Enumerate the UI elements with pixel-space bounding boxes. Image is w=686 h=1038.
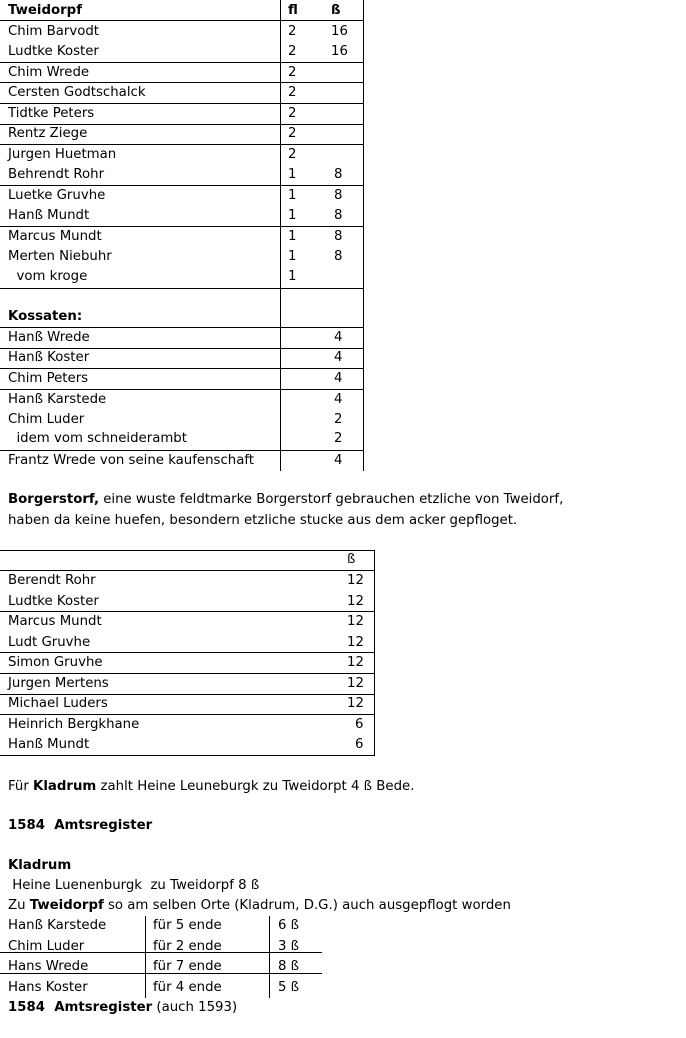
borgerstorf-paragraph-line1 [8,490,563,510]
kossaten-heading: Kossaten: [8,309,83,324]
table-header-fl: fl [288,3,298,18]
tweidorpf-table [0,0,364,471]
table-row-name: Marcus Mundt [8,229,102,244]
table-row-fl: 1 [288,269,297,284]
table-row-s: 16 [331,44,348,59]
tweidorpf-line [8,896,511,916]
table-row-s: 12 [347,635,364,650]
ende-table [0,916,322,998]
kladrum-pre: Für [8,779,34,794]
table-row-s: 6 [355,717,364,732]
table-row-name: Ludtke Koster [8,44,99,59]
table-row-s: 2 [334,412,343,427]
table-row-s: 4 [334,453,343,468]
table-row-name: vom kroge [8,269,88,284]
table-row-name: Cersten Godtschalck [8,85,146,100]
kladrum-text: zahlt Heine Leuneburgk zu Tweidorpt 4 ß Bede. [96,779,415,794]
table-row-s: 12 [347,573,364,588]
table-row-name: Chim Peters [8,371,89,386]
table-row-name: Hanß Wrede [8,330,90,345]
amtsregister-footer [8,998,237,1018]
zu-pre: Zu [8,898,30,913]
table-row-s: 6 ß [278,918,300,933]
table-row-name: Ludt Gruvhe [8,635,91,650]
table-row-name: Chim Barvodt [8,24,99,39]
table-row-s: 4 [334,371,343,386]
table-row-name: Luetke Gruvhe [8,188,106,203]
table-row-name: Chim Wrede [8,65,90,80]
table-row-fl: 1 [288,229,297,244]
amtsregister-note: (auch 1593) [152,1000,238,1015]
table-row-name: Jurgen Huetman [8,147,117,162]
table-header-s: ß [347,552,356,567]
table-header-s: ß [331,3,341,18]
table-row-name: Michael Luders [8,696,108,711]
table-row-ende: für 4 ende [153,980,222,995]
amtsregister-label: 1584 Amtsregister [8,1000,153,1015]
table-row-fl: 1 [288,208,297,223]
table-row-name: Chim Luder [8,412,85,427]
table-row-s: 12 [347,594,364,609]
table-row-s: 4 [334,350,343,365]
table-row-name: Simon Gruvhe [8,655,103,670]
table-row-fl: 1 [288,249,297,264]
table-row-fl: 2 [288,106,297,121]
table-header-place: Tweidorpf [8,3,82,18]
table-row-s: 3 ß [278,939,300,954]
table-row-name: Chim Luder [8,939,85,954]
table-row-name: Rentz Ziege [8,126,88,141]
table-row-s: 6 [355,737,364,752]
kladrum-line: Heine Luenenburgk zu Tweidorpf 8 ß [8,878,260,893]
table-row-s: 8 [334,167,343,182]
table-row-s: 12 [347,614,364,629]
zu-text: so am selben Orte (Kladrum, D.G.) auch ausgepflogt worden [103,898,511,913]
table-row-name: Merten Niebuhr [8,249,112,264]
table-row-name: Hans Koster [8,980,88,995]
kladrum-label: Kladrum [33,779,97,794]
table-row-ende: für 2 ende [153,939,222,954]
table-row-name: Hans Wrede [8,959,89,974]
table-row-s: 8 [334,249,343,264]
table-row-s: 5 ß [278,980,300,995]
table-row-name: Hanß Karstede [8,392,107,407]
table-row-fl: 2 [288,24,297,39]
kladrum-heading: Kladrum [8,858,72,873]
table-row-fl: 2 [288,85,297,100]
table-row-fl: 2 [288,147,297,162]
table-row-s: 8 [334,229,343,244]
table-row-ende: für 7 ende [153,959,222,974]
borgerstorf-table [0,550,375,756]
table-row-name: Hanß Koster [8,350,90,365]
table-row-name: idem vom schneiderambt [8,431,187,446]
table-row-s: 4 [334,392,343,407]
borgerstorf-label: Borgerstorf, [8,492,99,507]
table-row-name: Hanß Mundt [8,737,90,752]
table-row-name: Tidtke Peters [8,106,95,121]
table-row-s: 12 [347,655,364,670]
borgerstorf-text: eine wuste feldtmarke Borgerstorf gebrauchen etzliche von Tweidorf, [99,492,564,507]
table-row-fl: 2 [288,44,297,59]
table-row-name: Jurgen Mertens [8,676,109,691]
table-row-s: 8 [334,208,343,223]
amtsregister-heading-1: 1584 Amtsregister [8,818,153,833]
table-row-s: 4 [334,330,343,345]
table-row-ende: für 5 ende [153,918,222,933]
table-row-fl: 2 [288,126,297,141]
table-row-fl: 2 [288,65,297,80]
table-row-name: Behrendt Rohr [8,167,105,182]
table-row-s: 12 [347,676,364,691]
table-row-name: Hanß Mundt [8,208,90,223]
table-row-s: 8 ß [278,959,300,974]
table-row-s: 2 [334,431,343,446]
kladrum-paragraph [8,777,414,797]
table-row-name: Hanß Karstede [8,918,107,933]
table-row-s: 16 [331,24,348,39]
table-row-fl: 1 [288,188,297,203]
table-row-s: 8 [334,188,343,203]
table-row-name: Marcus Mundt [8,614,102,629]
table-row-name: Frantz Wrede von seine kaufenschaft [8,453,254,468]
table-row-name: Heinrich Bergkhane [8,717,140,732]
table-row-name: Ludtke Koster [8,594,99,609]
tweidorpf-label: Tweidorpf [29,898,104,913]
borgerstorf-paragraph-line2: haben da keine huefen, besondern etzliche stucke aus dem acker gepfloget. [8,513,518,528]
table-row-s: 12 [347,696,364,711]
table-row-name: Berendt Rohr [8,573,96,588]
table-row-fl: 1 [288,167,297,182]
